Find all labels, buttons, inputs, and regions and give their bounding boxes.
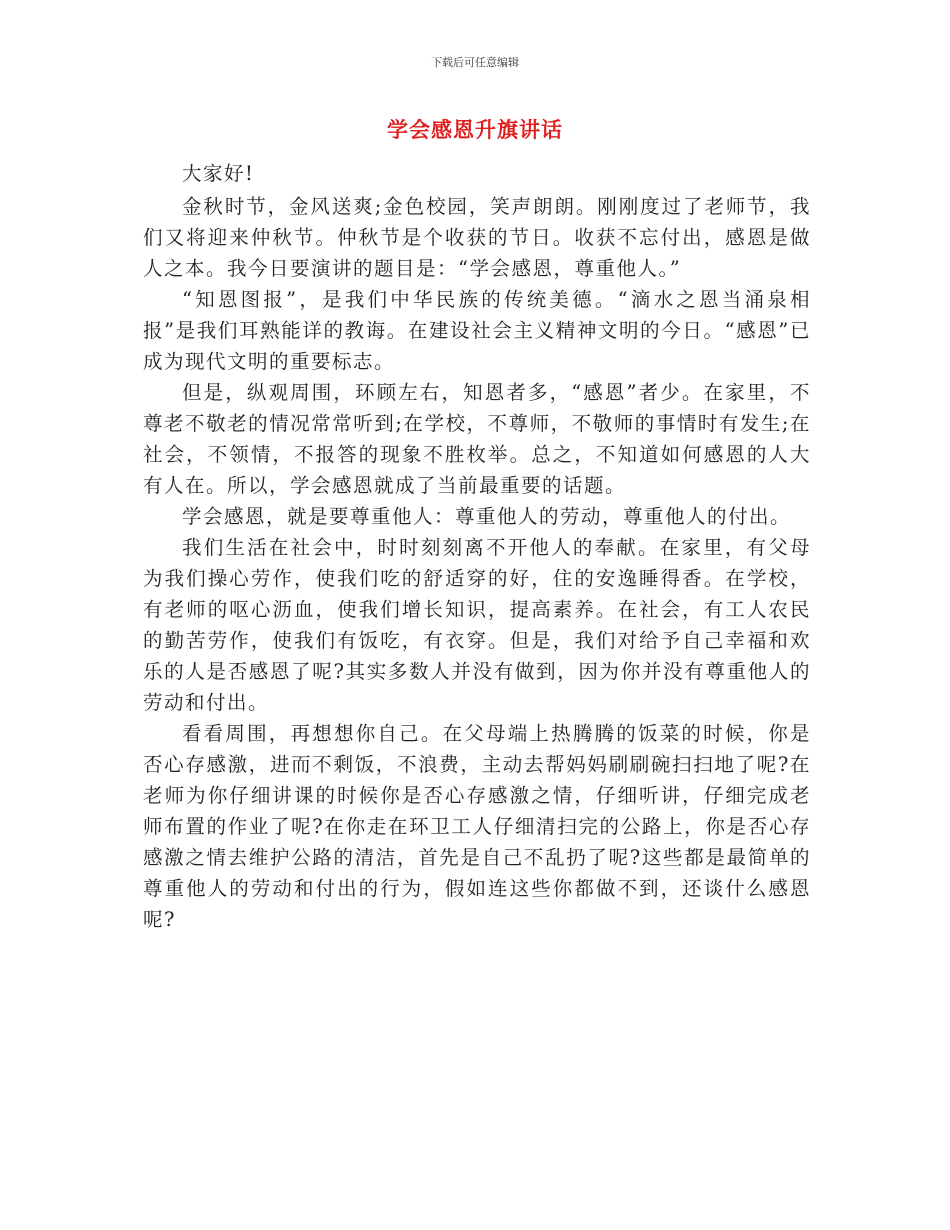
paragraph: 金秋时节，金风送爽;金色校园，笑声朗朗。刚刚度过了老师节，我们又将迎来仲秋节。仲秋节是个收获的节日。收获不忘付出，感恩是做人之本。我今日要演讲的题目是：“学会感恩，尊重他人。” bbox=[143, 195, 811, 280]
paragraph: 但是，纵观周围，环顾左右，知恩者多，“感恩”者少。在家里，不尊老不敬老的情况常常听到;在学校，不尊师，不敬师的事情时有发生;在社会，不领情，不报答的现象不胜枚举。总之，不知道如何感恩的人大有人在。所以，学会感恩就成了当前最重要的话题。 bbox=[143, 381, 811, 497]
header-note: 下载后可任意编辑 bbox=[431, 56, 519, 69]
paragraph: 我们生活在社会中，时时刻刻离不开他人的奉献。在家里，有父母为我们操心劳作，使我们吃的舒适穿的好，住的安逸睡得香。在学校，有老师的呕心沥血，使我们增长知识，提高素养。在社会，有工人农民的勤苦劳作，使我们有饭吃，有衣穿。但是，我们对给予自己幸福和欢乐的人是否感恩了呢?其实多数人并没有做到，因为你并没有尊重他人的劳动和付出。 bbox=[143, 536, 811, 714]
paragraph: 看看周围，再想想你自己。在父母端上热腾腾的饭菜的时候，你是否心存感激，进而不剩饭，不浪费，主动去帮妈妈刷刷碗扫扫地了呢?在老师为你仔细讲课的时候你是否心存感激之情，仔细听讲，仔细完成老师布置的作业了呢?在你走在环卫工人仔细清扫完的公路上，你是否心存感激之情去维护公路的清洁，首先是自己不乱扔了呢?这些都是最简单的尊重他人的劳动和付出的行为，假如连这些你都做不到，还谈什么感恩呢? bbox=[143, 722, 811, 931]
paragraph: “知恩图报”，是我们中华民族的传统美德。“滴水之恩当涌泉相报”是我们耳熟能详的教诲。在建设社会主义精神文明的今日。“感恩”已成为现代文明的重要标志。 bbox=[143, 288, 811, 373]
paragraph: 学会感恩，就是要尊重他人：尊重他人的劳动，尊重他人的付出。 bbox=[182, 505, 792, 528]
document-title: 学会感恩升旗讲话 bbox=[387, 118, 563, 142]
document-body bbox=[143, 158, 811, 935]
paragraph-greeting: 大家好! bbox=[182, 162, 255, 185]
